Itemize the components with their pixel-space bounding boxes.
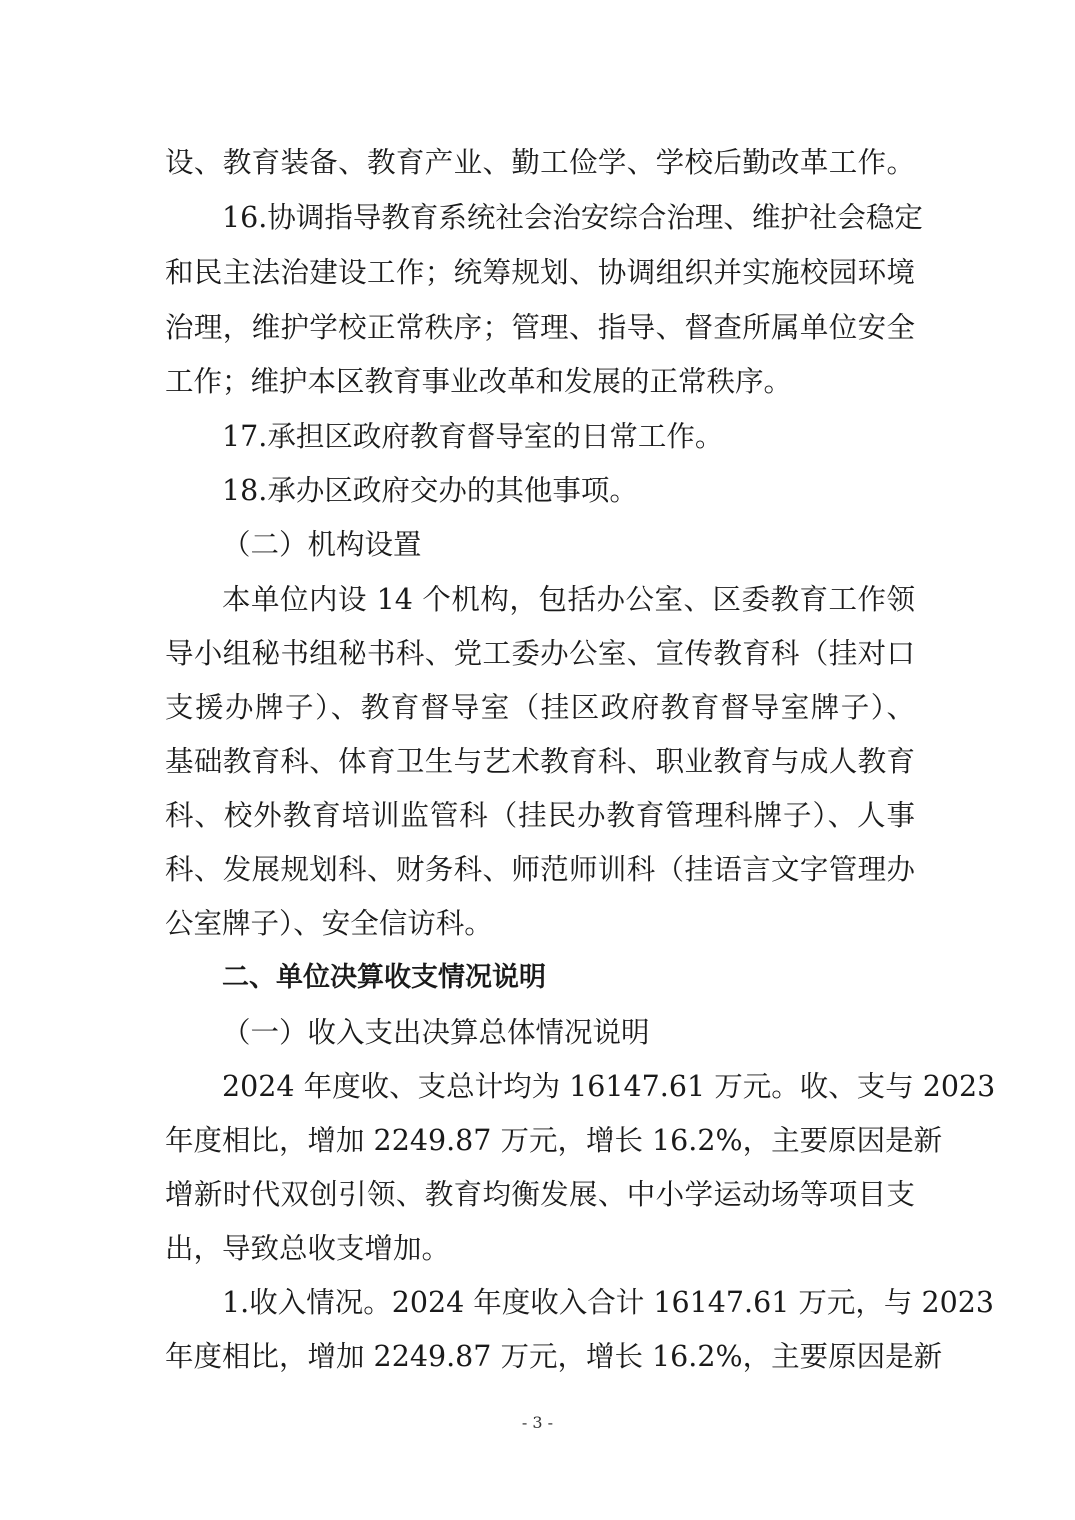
paragraph-line: 17.承担区政府教育督导室的日常工作。 (222, 420, 724, 453)
paragraph-line: 1.收入情况。2024 年度收入合计 16147.61 万元，与 2023 (222, 1286, 994, 1319)
paragraph-line: 年度相比，增加 2249.87 万元，增长 16.2%，主要原因是新 (165, 1340, 943, 1373)
paragraph-line: 2024 年度收、支总计均为 16147.61 万元。收、支与 2023 (222, 1070, 996, 1103)
chapter-heading: 二、单位决算收支情况说明 (222, 962, 546, 993)
page-number: - 3 - (521, 1413, 554, 1432)
paragraph-line: 公室牌子）、安全信访科。 (165, 907, 493, 940)
paragraph-line: 16.协调指导教育系统社会治安综合治理、维护社会稳定 (222, 201, 923, 234)
paragraph-line: 工作；维护本区教育事业改革和发展的正常秩序。 (165, 365, 793, 398)
paragraph-line: 年度相比，增加 2249.87 万元，增长 16.2%，主要原因是新 (165, 1124, 943, 1157)
paragraph-line: 和民主法治建设工作；统筹规划、协调组织并实施校园环境 (165, 256, 915, 289)
paragraph-line: 科、发展规划科、财务科、师范师训科（挂语言文字管理办 (165, 853, 915, 886)
paragraph-line: 出，导致总收支增加。 (165, 1232, 451, 1265)
paragraph-line: 科、校外教育培训监管科（挂民办教育管理科牌子）、人事 (165, 799, 915, 832)
paragraph-line: 导小组秘书组秘书科、党工委办公室、宣传教育科（挂对口 (165, 637, 915, 670)
paragraph-line: 治理，维护学校正常秩序；管理、指导、督查所属单位安全 (165, 311, 915, 344)
paragraph-line: 支援办牌子）、教育督导室（挂区政府教育督导室牌子）、 (165, 691, 915, 724)
section-heading: （一）收入支出决算总体情况说明 (222, 1016, 650, 1049)
paragraph-line: 增新时代双创引领、教育均衡发展、中小学运动场等项目支 (165, 1178, 915, 1211)
paragraph-line: 本单位内设 14 个机构，包括办公室、区委教育工作领 (222, 583, 915, 616)
paragraph-line: 设、教育装备、教育产业、勤工俭学、学校后勤改革工作。 (165, 146, 915, 179)
section-heading: （二）机构设置 (222, 528, 422, 561)
paragraph-line: 18.承办区政府交办的其他事项。 (222, 474, 638, 507)
paragraph-line: 基础教育科、体育卫生与艺术教育科、职业教育与成人教育 (165, 745, 915, 778)
